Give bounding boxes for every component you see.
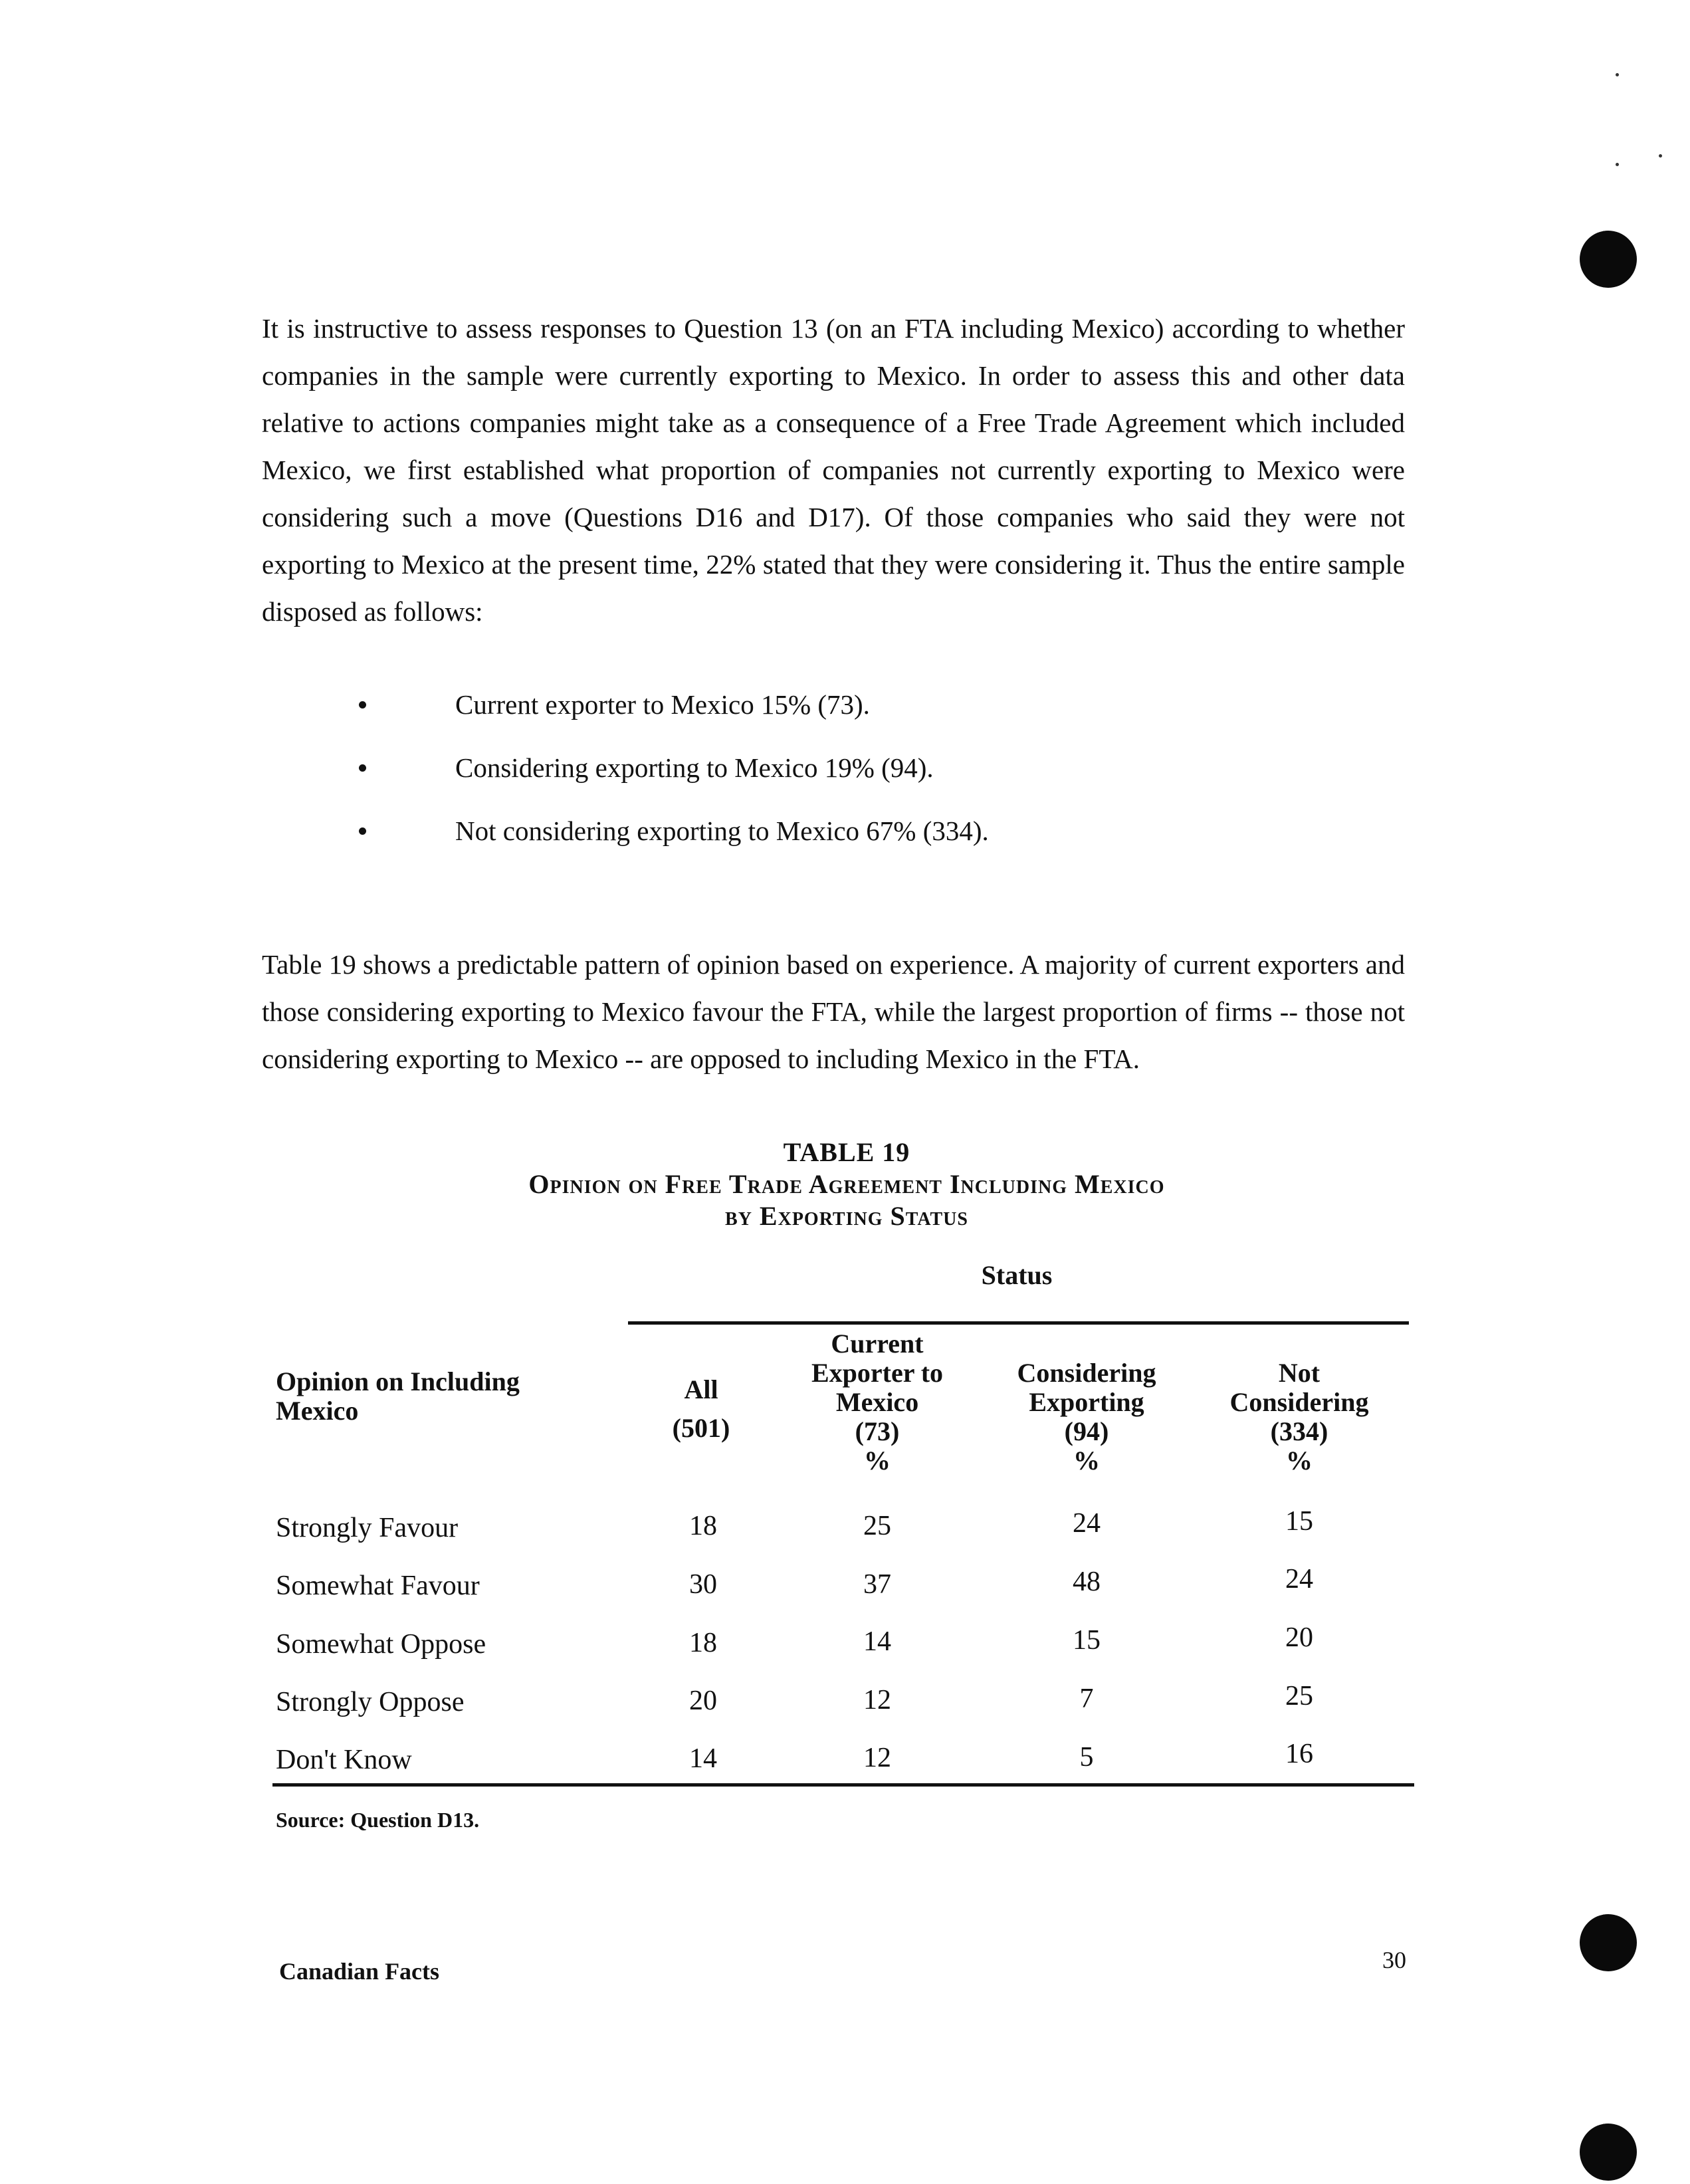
punch-hole-top — [1580, 231, 1637, 288]
table-cell: 18 — [689, 1628, 717, 1658]
column-header-all: All (501) — [672, 1374, 730, 1443]
table-cell: 18 — [689, 1511, 717, 1541]
table-cell: 5 — [1079, 1742, 1094, 1773]
table-cell: 15 — [1073, 1625, 1101, 1656]
table-cell: 24 — [1073, 1508, 1101, 1539]
table-bottom-rule — [272, 1783, 1414, 1787]
table-cell: 30 — [689, 1569, 717, 1600]
list-item-text: Not considering exporting to Mexico 67% (334). — [455, 816, 989, 846]
scan-speck — [1659, 154, 1662, 158]
column-header-not-considering: Not Considering (334) % — [1229, 1358, 1369, 1475]
bullet-icon — [359, 764, 366, 772]
punch-hole-bottom — [1580, 2124, 1637, 2181]
page-number: 30 — [1382, 1947, 1406, 1973]
intro-paragraph: It is instructive to assess responses to Question 13 (on an FTA including Mexico) according to whether companies in the sample were currently exporting to Mexico. In order to assess this and other data relative to actions companies might take as a consequence of a Free Trade Agreement which included Mexico, we first established what proportion of companies not currently exporting to Mexico were considering such a move (Questions D16 and D17). Of those companies who said they were not exporting to Mexico at the present time, 22% stated that they were considering it. Thus the entire sample disposed as follows: — [262, 313, 1405, 627]
row-label: Strongly Oppose — [276, 1687, 465, 1717]
column-header-current-exporter: Current Exporter to Mexico (73) % — [811, 1329, 944, 1475]
table-cell: 16 — [1285, 1739, 1313, 1769]
footer-publisher: Canadian Facts — [279, 1958, 440, 1985]
row-label: Strongly Favour — [276, 1513, 459, 1543]
table-cell: 25 — [863, 1511, 891, 1541]
bullet-icon — [359, 701, 366, 709]
table-cell: 12 — [863, 1685, 891, 1715]
table-cell: 37 — [863, 1569, 891, 1600]
table-cell: 14 — [863, 1626, 891, 1657]
sample-breakdown-list — [346, 685, 1342, 874]
table-source: Source: Question D13. — [276, 1808, 480, 1832]
table-caption — [262, 1137, 1431, 1232]
row-label: Don't Know — [276, 1745, 412, 1775]
table-cell: 24 — [1285, 1564, 1313, 1594]
scan-speck — [1616, 163, 1619, 166]
table-cell: 25 — [1285, 1681, 1313, 1711]
list-item — [346, 811, 1342, 874]
column-header-considering-exporting: Considering Exporting (94) % — [1017, 1358, 1156, 1475]
row-label: Somewhat Oppose — [276, 1629, 486, 1660]
list-item-text: Current exporter to Mexico 15% (73). — [455, 689, 870, 720]
table-cell: 12 — [863, 1743, 891, 1773]
table-cell: 7 — [1079, 1684, 1094, 1714]
analysis-paragraph: Table 19 shows a predictable pattern of opinion based on experience. A majority of current exporters and those considering exporting to Mexico favour the FTA, while the largest proportion of firms -- those not considering exporting to Mexico -- are opposed to including Mexico in the FTA. — [262, 949, 1405, 1074]
table-cell: 20 — [1285, 1622, 1313, 1653]
punch-hole-middle — [1580, 1914, 1637, 1971]
table-cell: 14 — [689, 1743, 717, 1774]
status-rule — [628, 1321, 1409, 1325]
table-title: Opinion on Free Trade Agreement Including Mexico — [528, 1169, 1165, 1199]
table-subtitle: by Exporting Status — [725, 1201, 968, 1231]
row-header: Opinion on Including Mexico — [276, 1366, 520, 1426]
row-label: Somewhat Favour — [276, 1571, 480, 1601]
scan-speck — [1616, 73, 1619, 76]
table-cell: 20 — [689, 1686, 717, 1716]
list-item — [346, 685, 1342, 748]
bullet-icon — [359, 827, 366, 835]
status-group-header: Status — [981, 1260, 1053, 1290]
table-number: TABLE 19 — [783, 1137, 910, 1167]
table-cell: 48 — [1073, 1567, 1101, 1597]
table-cell: 15 — [1285, 1506, 1313, 1537]
list-item-text: Considering exporting to Mexico 19% (94). — [455, 752, 934, 783]
list-item — [346, 748, 1342, 811]
